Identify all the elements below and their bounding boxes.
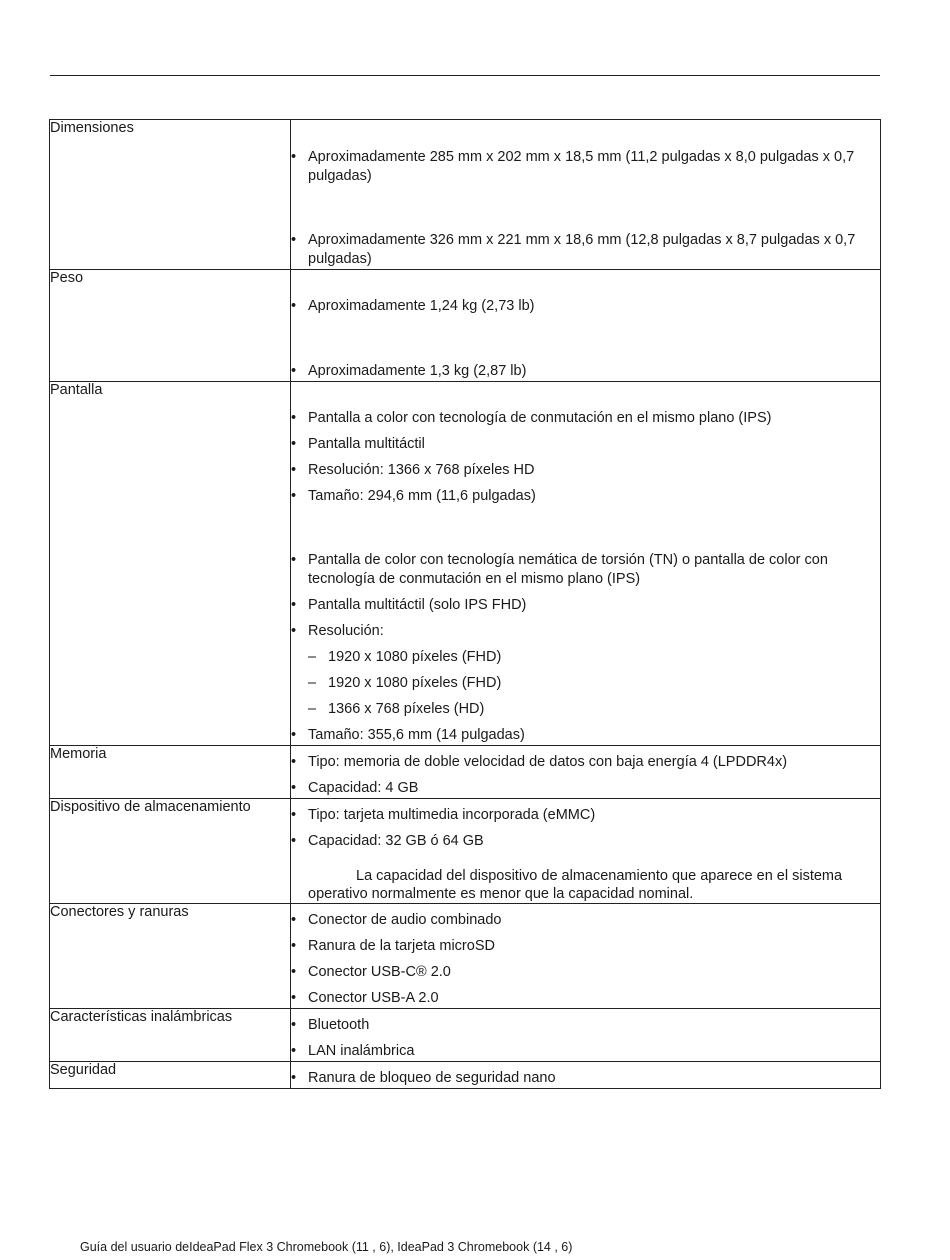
list-item: • Aproximadamente 1,24 kg (2,73 lb) <box>291 298 535 314</box>
header-rule <box>50 75 880 76</box>
row-label: Seguridad <box>50 1062 291 1089</box>
row-content <box>291 746 881 799</box>
list-item: • Tamaño: 294,6 mm (11,6 pulgadas) <box>291 488 536 504</box>
row-label: Características inalámbricas <box>50 1009 291 1062</box>
row-content <box>291 904 881 1009</box>
list-item: • Conector de audio combinado <box>291 912 502 928</box>
sub-list-item: – 1920 x 1080 píxeles (FHD) <box>308 649 502 665</box>
row-content <box>291 1009 881 1062</box>
row-label: Dimensiones <box>50 120 291 270</box>
list-item: • Pantalla de color con tecnología nemática de torsión (TN) o pantalla de color con tecnología de conmutación en el mismo plano (IPS) <box>291 552 828 587</box>
table-row <box>50 382 881 746</box>
list-item: • Bluetooth <box>291 1017 370 1033</box>
storage-note: La capacidad del dispositivo de almacenamiento que aparece en el sistema operativo normalmente es menor que la capacidad nominal. <box>308 868 843 902</box>
bullet-list <box>291 297 880 316</box>
table-row <box>50 904 881 1009</box>
list-item: • Conector USB-C® 2.0 <box>291 964 451 980</box>
table-row <box>50 746 881 799</box>
row-content <box>291 1062 881 1089</box>
list-item: • Aproximadamente 326 mm x 221 mm x 18,6 mm (12,8 pulgadas x 8,7 pulgadas x 0,7 pulgadas) <box>291 232 856 267</box>
list-item: • Conector USB-A 2.0 <box>291 990 439 1006</box>
bullet-list <box>291 806 880 851</box>
list-item: • Resolución: 1366 x 768 píxeles HD <box>291 462 535 478</box>
bullet-list <box>291 1016 880 1061</box>
sub-list-item: – 1366 x 768 píxeles (HD) <box>308 701 485 717</box>
list-item: • Resolución: <box>291 623 384 639</box>
list-item: • Ranura de bloqueo de seguridad nano <box>291 1070 556 1086</box>
bullet-list <box>291 231 880 269</box>
row-label: Conectores y ranuras <box>50 904 291 1009</box>
page-footer: Guía del usuario deIdeaPad Flex 3 Chromebook (11 , 6), IdeaPad 3 Chromebook (14 , 6) <box>80 1240 573 1254</box>
bullet-list <box>291 911 880 1008</box>
row-label: Dispositivo de almacenamiento <box>50 799 291 904</box>
table-row <box>50 1009 881 1062</box>
table-row <box>50 120 881 270</box>
row-content <box>291 270 881 382</box>
list-item: • Pantalla a color con tecnología de conmutación en el mismo plano (IPS) <box>291 410 772 426</box>
bullet-list <box>291 148 880 186</box>
list-item: • LAN inalámbrica <box>291 1043 415 1059</box>
table-row <box>50 799 881 904</box>
specifications-table <box>49 119 881 1089</box>
list-item: • Pantalla multitáctil <box>291 436 425 452</box>
row-label: Peso <box>50 270 291 382</box>
bullet-list <box>291 1069 880 1088</box>
table-row <box>50 1062 881 1089</box>
list-item: • Pantalla multitáctil (solo IPS FHD) <box>291 597 527 613</box>
list-item: • Aproximadamente 1,3 kg (2,87 lb) <box>291 363 527 379</box>
row-content <box>291 120 881 270</box>
list-item: • Tamaño: 355,6 mm (14 pulgadas) <box>291 727 525 743</box>
list-item: • Tipo: memoria de doble velocidad de datos con baja energía 4 (LPDDR4x) <box>291 754 788 770</box>
list-item: • Tipo: tarjeta multimedia incorporada (eMMC) <box>291 807 596 823</box>
bullet-list <box>291 409 880 506</box>
bullet-list <box>291 753 880 798</box>
list-item: • Ranura de la tarjeta microSD <box>291 938 495 954</box>
row-label: Memoria <box>50 746 291 799</box>
list-item: • Aproximadamente 285 mm x 202 mm x 18,5 mm (11,2 pulgadas x 8,0 pulgadas x 0,7 pulgadas) <box>291 149 855 184</box>
row-content <box>291 799 881 904</box>
list-item: • Capacidad: 4 GB <box>291 780 419 796</box>
row-content <box>291 382 881 746</box>
table-row <box>50 270 881 382</box>
row-label: Pantalla <box>50 382 291 746</box>
bullet-list <box>291 362 880 381</box>
sub-list-item: – 1920 x 1080 píxeles (FHD) <box>308 675 502 691</box>
list-item: • Capacidad: 32 GB ó 64 GB <box>291 833 484 849</box>
bullet-list <box>291 551 880 745</box>
